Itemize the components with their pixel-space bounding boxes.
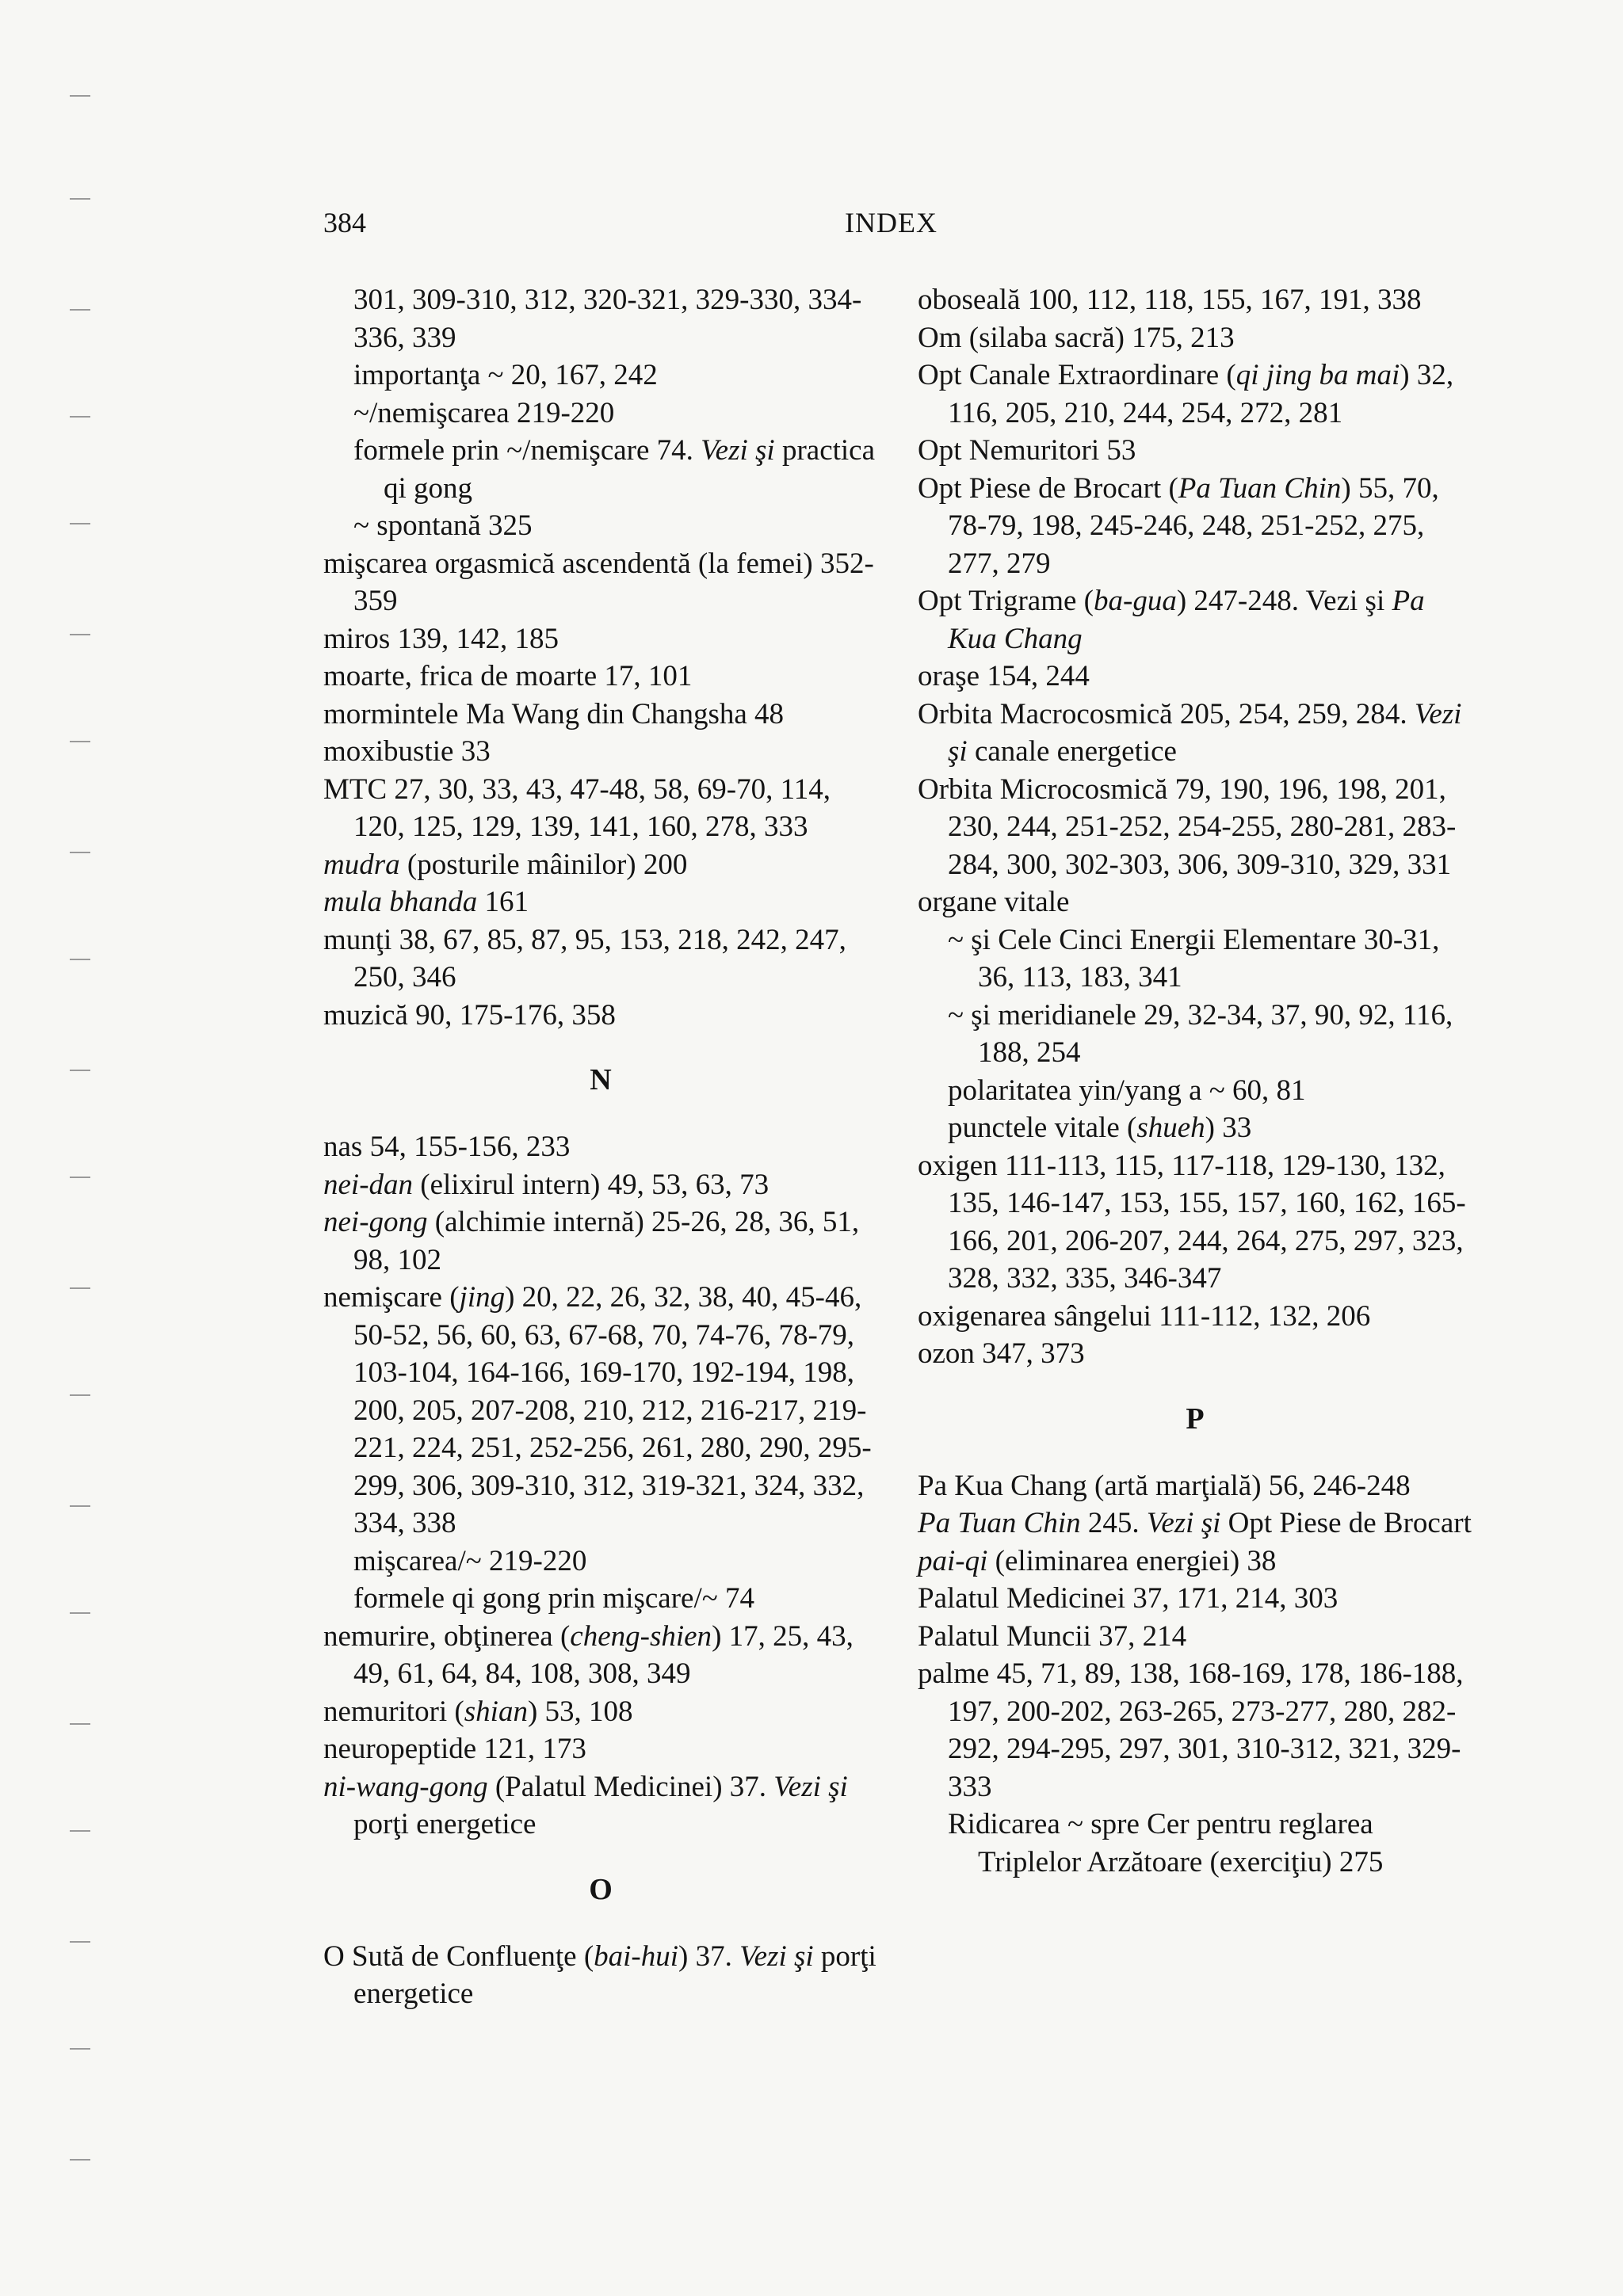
index-column-left [323, 281, 878, 2013]
section-letter: N [590, 1063, 612, 1097]
section-letter: O [589, 1872, 613, 1906]
index-entry: O Sută de Confluenţe (bai-hui) 37. Vezi şi porţi energetice [323, 1939, 876, 2010]
index-subentry-continued: 301, 309-310, 312, 320-321, 329-330, 334-336, 339 [353, 284, 862, 354]
index-entry: neuropeptide 121, 173 [323, 1733, 586, 1765]
index-column-right [918, 281, 1472, 1881]
index-subentry: polaritatea yin/yang a ~ 60, 81 [948, 1074, 1306, 1107]
index-entry: miros 139, 142, 185 [323, 622, 559, 655]
index-subentry: importanţa ~ 20, 167, 242 [353, 359, 658, 391]
index-entry: moxibustie 33 [323, 735, 491, 768]
index-entry: mula bhanda 161 [323, 886, 529, 918]
index-entry: oxigenarea sângelui 111-112, 132, 206 [918, 1299, 1371, 1333]
index-entry: Om (silaba sacră) 175, 213 [918, 321, 1235, 354]
index-entry: Pa Kua Chang (artă marţială) 56, 246-248 [918, 1469, 1411, 1502]
index-entry: Opt Nemuritori 53 [918, 434, 1136, 467]
page-number: 384 [323, 207, 366, 238]
page-header [323, 206, 1472, 254]
index-entry: nas 54, 155-156, 233 [323, 1131, 571, 1163]
index-subentry: ~ spontană 325 [353, 509, 533, 542]
index-subentry: ~/nemişcarea 219-220 [353, 396, 615, 429]
index-entry: Opt Piese de Brocart (Pa Tuan Chin) 55, 70, 78-79, 198, 245-246, 248, 251-252, 275, 277, 279 [918, 471, 1439, 580]
index-entry: oraşe 154, 244 [918, 660, 1090, 692]
index-subentry: mişcarea/~ 219-220 [353, 1544, 587, 1577]
section-letter: P [1186, 1402, 1205, 1436]
index-subentry: punctele vitale (shueh) 33 [948, 1112, 1252, 1144]
index-entry: mormintele Ma Wang din Changsha 48 [323, 697, 785, 730]
index-entry: Orbita Microcosmică 79, 190, 196, 198, 201, 230, 244, 251-252, 254-255, 280-281, 283-284, 300, 302-303, 306, 309-310, 329, 331 [918, 772, 1457, 881]
index-entry: oxigen 111-113, 115, 117-118, 129-130, 132, 135, 146-147, 153, 155, 157, 160, 162, 165-166, 201, 206-207, 244, 264, 275, 297, 323, 328, 332, 335, 346-347 [918, 1149, 1466, 1295]
index-entry: nei-dan (elixirul intern) 49, 53, 63, 73 [323, 1168, 769, 1201]
index-entry: ozon 347, 373 [918, 1337, 1085, 1370]
index-entry: MTC 27, 30, 33, 43, 47-48, 58, 69-70, 114, 120, 125, 129, 139, 141, 160, 278, 333 [323, 772, 831, 843]
index-subentry: formele prin ~/nemişcare 74. Vezi şi practica qi gong [353, 434, 876, 505]
index-entry: nemurire, obţinerea (cheng-shien) 17, 25, 43, 49, 61, 64, 84, 108, 308, 349 [323, 1619, 854, 1690]
index-entry: mudra (posturile mâinilor) 200 [323, 848, 688, 881]
index-entry: Palatul Medicinei 37, 171, 214, 303 [918, 1582, 1338, 1615]
index-entry: munţi 38, 67, 85, 87, 95, 153, 218, 242, 247, 250, 346 [323, 923, 846, 994]
index-subentry: ~ şi meridianele 29, 32-34, 37, 90, 92, 116, 188, 254 [948, 998, 1453, 1069]
running-title: INDEX [845, 207, 938, 238]
index-entry: nemişcare (jing) 20, 22, 26, 32, 38, 40, 45-46, 50-52, 56, 60, 63, 67-68, 70, 74-76, 78-79, 103-104, 164-166, 169-170, 192-194, 198, 200, 205, 207-208, 210, 212, 216-217, 219-221, 224, 251, 252-256, 261, 280, 290, 295-299, 306, 309-310, 312, 319-321, 324, 332, 334, 338 [323, 1281, 872, 1539]
index-entry: Opt Canale Extraordinare (qi jing ba mai) 32, 116, 205, 210, 244, 254, 272, 281 [918, 359, 1454, 429]
index-subentry: ~ şi Cele Cinci Energii Elementare 30-31, 36, 113, 183, 341 [948, 923, 1440, 994]
index-entry: moarte, frica de moarte 17, 101 [323, 660, 693, 692]
index-entry: ni-wang-gong (Palatul Medicinei) 37. Vezi şi porţi energetice [323, 1770, 848, 1840]
index-entry: Orbita Macrocosmică 205, 254, 259, 284. Vezi şi canale energetice [918, 697, 1462, 768]
index-entry: Palatul Muncii 37, 214 [918, 1619, 1187, 1653]
index-entry: pai-qi (eliminarea energiei) 38 [918, 1544, 1277, 1577]
index-entry: organe vitale [918, 886, 1070, 918]
index-entry: Opt Trigrame (ba-gua) 247-248. Vezi şi Pa Kua Chang [918, 585, 1425, 655]
index-subentry: formele qi gong prin mişcare/~ 74 [353, 1582, 755, 1615]
scan-margin [0, 0, 119, 2296]
index-entry: palme 45, 71, 89, 138, 168-169, 178, 186-188, 197, 200-202, 263-265, 273-277, 280, 282-292, 294-295, 297, 301, 310-312, 321, 329-333 [918, 1657, 1464, 1803]
index-subentry: Ridicarea ~ spre Cer pentru reglarea Triplelor Arzătoare (exerciţiu) 275 [948, 1808, 1384, 1878]
index-entry: muzică 90, 175-176, 358 [323, 998, 616, 1032]
index-entry: oboseală 100, 112, 118, 155, 167, 191, 338 [918, 284, 1422, 316]
index-entry: nemuritori (shian) 53, 108 [323, 1695, 633, 1728]
index-entry: nei-gong (alchimie internă) 25-26, 28, 36, 51, 98, 102 [323, 1206, 860, 1276]
index-entry: Pa Tuan Chin 245. Vezi şi Opt Piese de Brocart [918, 1507, 1472, 1539]
index-entry: mişcarea orgasmică ascendentă (la femei) 352-359 [323, 547, 874, 617]
